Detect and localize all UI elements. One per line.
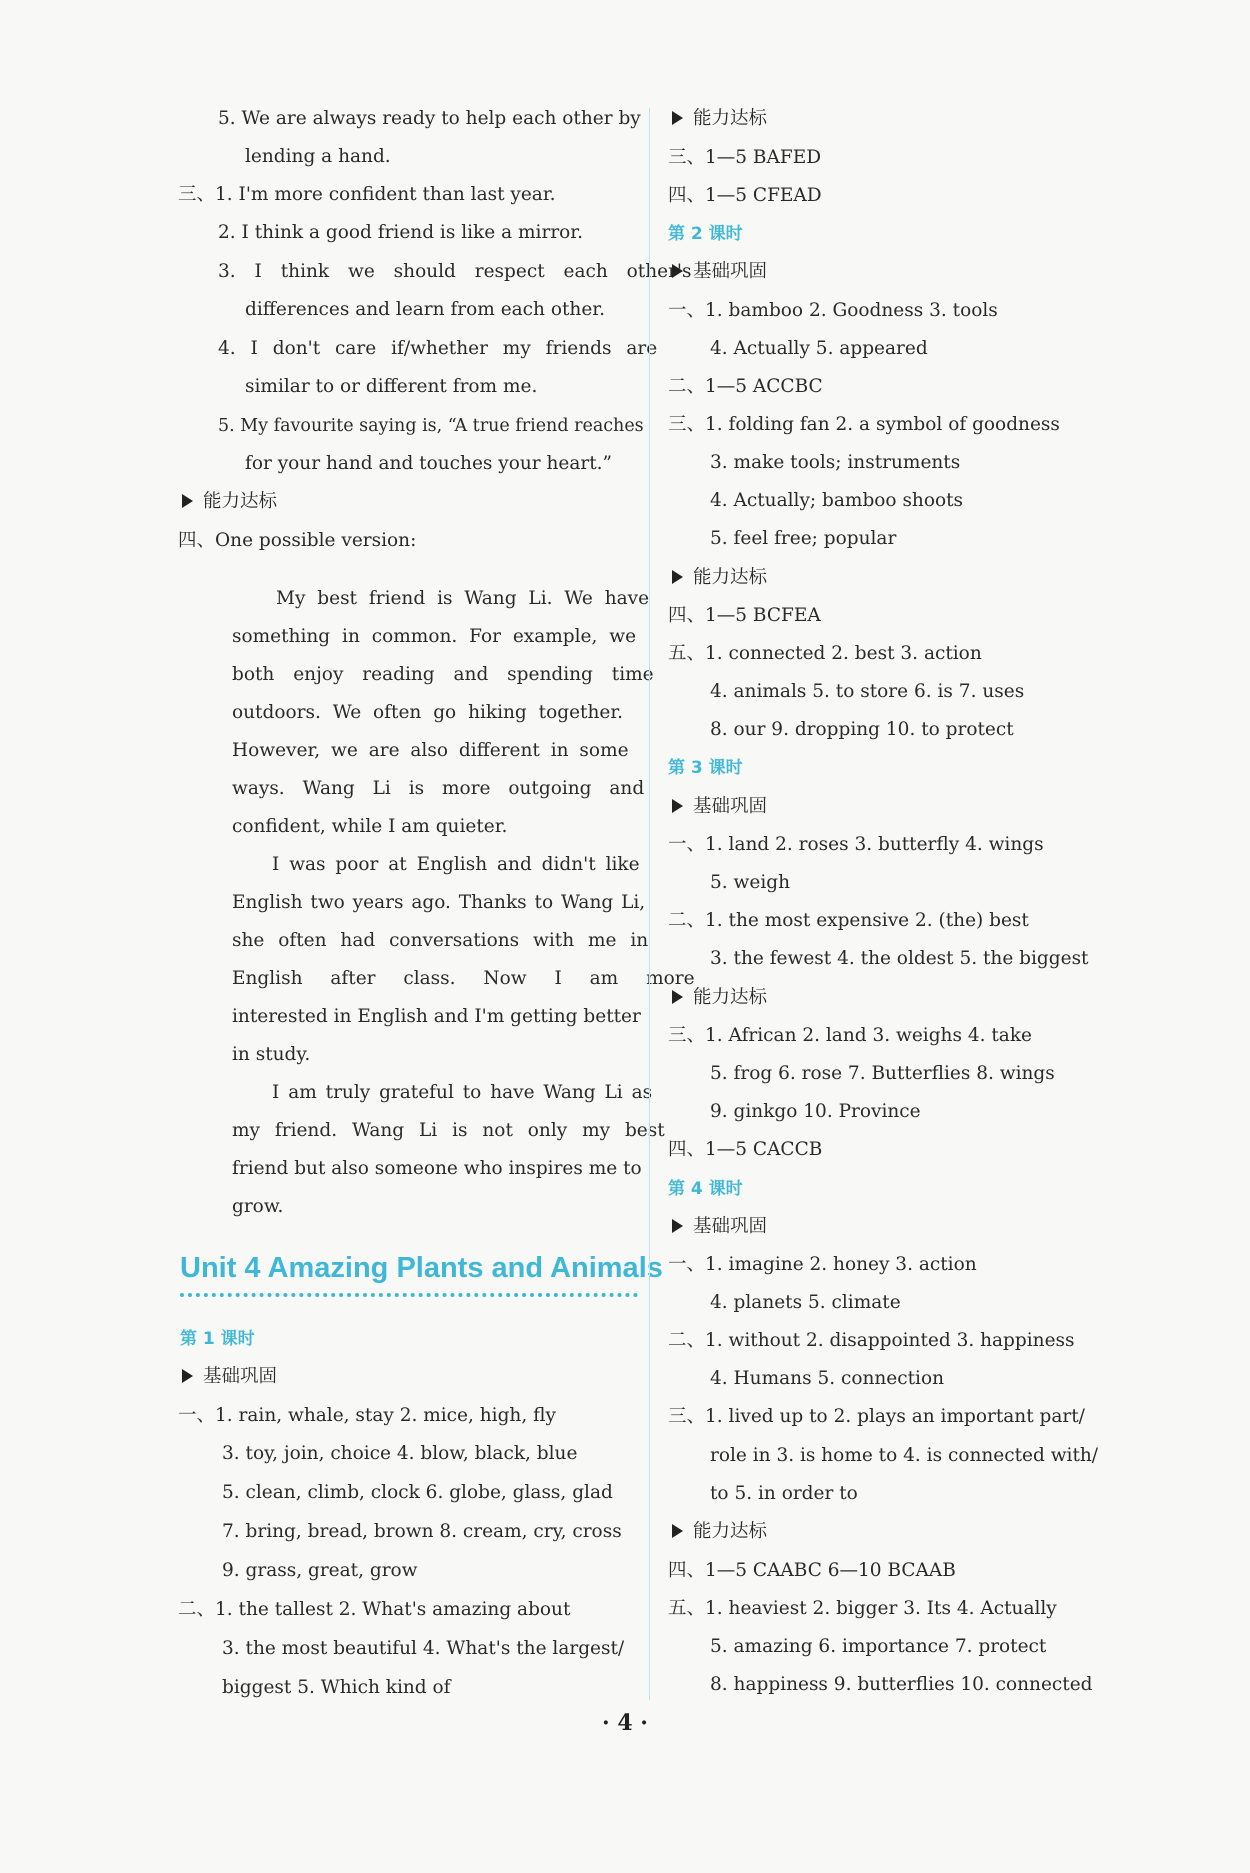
section-heading: 能力达标 (672, 1520, 767, 1544)
text-line: 5. frog 6. rose 7. Butterflies 8. wings (710, 1063, 1055, 1084)
text-line: differences and learn from each other. (245, 299, 605, 320)
essay-line: ways. Wang Li is more outgoing and (232, 778, 645, 799)
text-line: 3. the fewest 4. the oldest 5. the biggest (710, 948, 1089, 969)
text-line: 一、1. land 2. roses 3. butterfly 4. wings (668, 834, 1044, 855)
essay-line: English two years ago. Thanks to Wang Li, (232, 892, 646, 913)
text-line: 三、1—5 BAFED (668, 147, 822, 168)
text-line: 2. I think a good friend is like a mirror. (218, 222, 583, 243)
text-line: 5. clean, climb, clock 6. globe, glass, glad (222, 1482, 613, 1503)
text-line: 7. bring, bread, brown 8. cream, cry, cross (222, 1521, 622, 1542)
text-line: 三、1. folding fan 2. a symbol of goodness (668, 414, 1060, 435)
text-line: biggest 5. Which kind of (222, 1677, 451, 1698)
essay-line: English after class. Now I am more (232, 968, 695, 989)
text-line: 五、1. heaviest 2. bigger 3. Its 4. Actually (668, 1598, 1057, 1619)
text-line: 3. make tools; instruments (710, 452, 961, 473)
text-line: 四、One possible version: (178, 530, 417, 551)
column-divider (649, 108, 650, 1700)
lesson-label: 第 1 课时 (180, 1329, 255, 1349)
text-line: 4. animals 5. to store 6. is 7. uses (710, 681, 1025, 702)
essay-line: outdoors. We often go hiking together. (232, 702, 624, 723)
text-line: similar to or different from me. (245, 376, 538, 397)
unit-title-rule (180, 1293, 638, 1297)
text-line: 四、1—5 CAABC 6—10 BCAAB (668, 1560, 956, 1581)
text-line: 一、1. imagine 2. honey 3. action (668, 1254, 977, 1275)
text-line: 一、1. bamboo 2. Goodness 3. tools (668, 300, 998, 321)
essay-line: I am truly grateful to have Wang Li as (272, 1082, 653, 1103)
lesson-label: 第 3 课时 (668, 758, 743, 778)
essay-line: friend but also someone who inspires me to (232, 1158, 642, 1179)
text-line: 8. happiness 9. butterflies 10. connected (710, 1674, 1093, 1695)
section-heading: 能力达标 (672, 566, 767, 590)
triangle-bullet-icon (672, 1524, 683, 1538)
text-line: to 5. in order to (710, 1483, 858, 1504)
text-line: 9. grass, great, grow (222, 1560, 418, 1581)
triangle-bullet-icon (672, 799, 683, 813)
text-line: 三、1. lived up to 2. plays an important part/ (668, 1406, 1085, 1427)
essay-line: my friend. Wang Li is not only my best (232, 1120, 665, 1141)
text-line: 二、1. the tallest 2. What's amazing about (178, 1599, 571, 1620)
essay-line: in study. (232, 1044, 311, 1065)
section-heading: 基础巩固 (672, 1215, 767, 1239)
lesson-label: 第 2 课时 (668, 224, 743, 244)
text-line: 二、1. the most expensive 2. (the) best (668, 910, 1029, 931)
section-heading: 基础巩固 (672, 795, 767, 819)
section-heading: 能力达标 (182, 490, 277, 514)
text-line: 4. I don't care if/whether my friends are (218, 338, 658, 359)
section-heading: 基础巩固 (182, 1365, 277, 1389)
text-line: 4. Actually; bamboo shoots (710, 490, 964, 511)
page-number: · 4 · (602, 1710, 648, 1736)
text-line: 5. amazing 6. importance 7. protect (710, 1636, 1047, 1657)
text-line: role in 3. is home to 4. is connected with/ (710, 1445, 1099, 1466)
triangle-bullet-icon (672, 1219, 683, 1233)
essay-line: both enjoy reading and spending time (232, 664, 654, 685)
triangle-bullet-icon (672, 990, 683, 1004)
text-line: for your hand and touches your heart.” (245, 453, 613, 474)
text-line: 一、1. rain, whale, stay 2. mice, high, fly (178, 1405, 556, 1426)
text-line: 5. weigh (710, 872, 790, 893)
text-line: 二、1. without 2. disappointed 3. happiness (668, 1330, 1075, 1351)
essay-line: confident, while I am quieter. (232, 816, 508, 837)
unit-title: Unit 4 Amazing Plants and Animals (180, 1252, 663, 1284)
text-line: 9. ginkgo 10. Province (710, 1101, 921, 1122)
lesson-label: 第 4 课时 (668, 1179, 743, 1199)
text-line: 3. I think we should respect each other's (218, 261, 692, 282)
text-line: 4. Humans 5. connection (710, 1368, 945, 1389)
text-line: 4. planets 5. climate (710, 1292, 901, 1313)
triangle-bullet-icon (672, 570, 683, 584)
text-line: lending a hand. (245, 146, 391, 167)
text-line: 4. Actually 5. appeared (710, 338, 928, 359)
text-line: 三、1. I'm more confident than last year. (178, 184, 556, 205)
text-line: 8. our 9. dropping 10. to protect (710, 719, 1014, 740)
text-line: 3. the most beautiful 4. What's the largest/ (222, 1638, 625, 1659)
text-line: 三、1. African 2. land 3. weighs 4. take (668, 1025, 1032, 1046)
essay-line: However, we are also different in some (232, 740, 629, 761)
text-line: 二、1—5 ACCBC (668, 376, 823, 397)
text-line: 5. My favourite saying is, “A true friend reaches (218, 416, 644, 436)
triangle-bullet-icon (182, 494, 193, 508)
essay-line: My best friend is Wang Li. We have (276, 588, 650, 609)
text-line: 四、1—5 BCFEA (668, 605, 821, 626)
text-line: 3. toy, join, choice 4. blow, black, blue (222, 1443, 578, 1464)
essay-line: I was poor at English and didn't like (272, 854, 640, 875)
text-line: 四、1—5 CFEAD (668, 185, 822, 206)
text-line: 五、1. connected 2. best 3. action (668, 643, 982, 664)
essay-line: she often had conversations with me in (232, 930, 649, 951)
essay-line: something in common. For example, we (232, 626, 637, 647)
essay-line: grow. (232, 1196, 284, 1217)
section-heading: 能力达标 (672, 986, 767, 1010)
triangle-bullet-icon (182, 1369, 193, 1383)
text-line: 5. We are always ready to help each other by (218, 108, 641, 129)
text-line: 四、1—5 CACCB (668, 1139, 823, 1160)
triangle-bullet-icon (672, 264, 683, 278)
triangle-bullet-icon (672, 111, 683, 125)
text-line: 5. feel free; popular (710, 528, 897, 549)
section-heading: 能力达标 (672, 107, 767, 131)
essay-line: interested in English and I'm getting better (232, 1006, 641, 1027)
section-heading: 基础巩固 (672, 260, 767, 284)
